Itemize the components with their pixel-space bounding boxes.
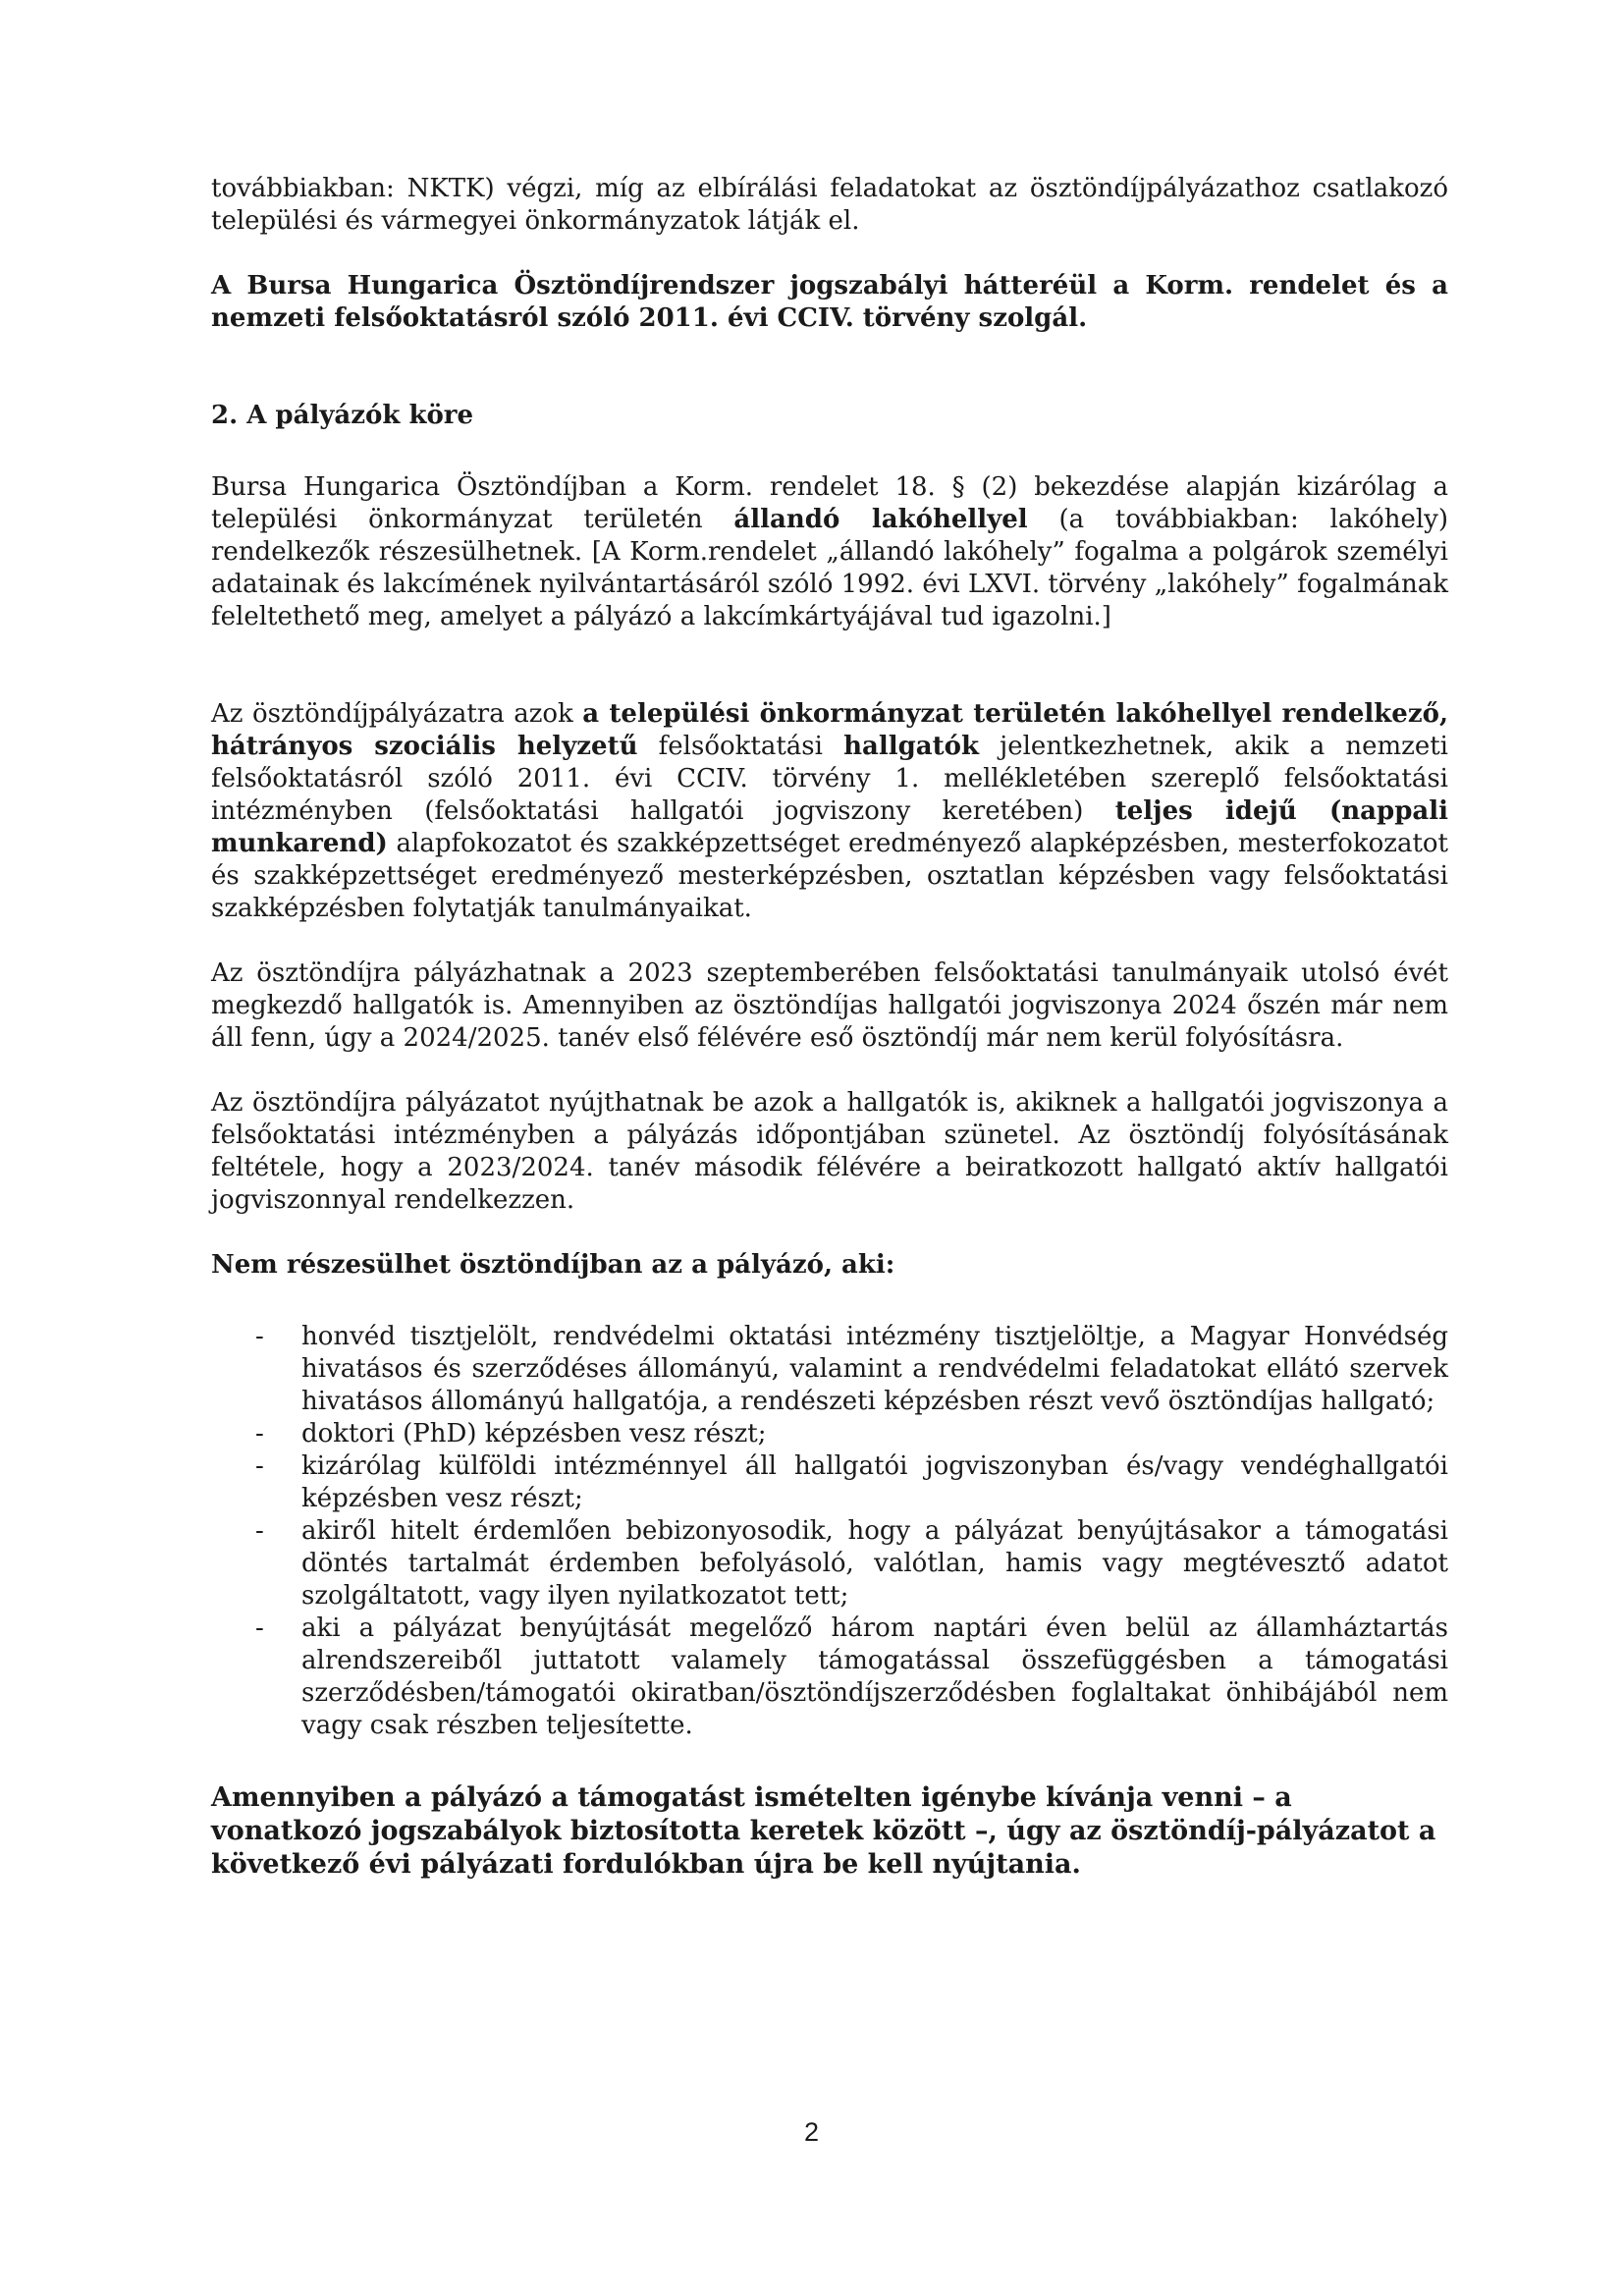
- document-page: [211, 173, 1448, 1882]
- exclusion-list: [211, 1321, 1448, 1742]
- exclusion-heading: Nem részesülhet ösztöndíjban az a pályázó, aki:: [211, 1250, 895, 1280]
- list-item-text: kizárólag külföldi intézménnyel áll hallgatói jogviszonyban és/vagy vendéghallgatói képzésben vesz részt;: [301, 1451, 1448, 1513]
- intro-paragraph: továbbiakban: NKTK) végzi, míg az elbírálási feladatokat az ösztöndíjpályázathoz csatlakozó települési és vármegyei önkormányzatok látják el.: [211, 174, 1448, 236]
- text-run: felsőoktatási: [637, 732, 844, 761]
- text-run: Az ösztöndíjpályázatra azok: [211, 699, 583, 729]
- list-dash: -: [255, 1322, 264, 1351]
- text-run: (a továbbiakban: lakóhely) rendelkezők részesülhetnek. [A Korm.rendelet „állandó lakóhely” fogalma a polgárok személyi adatainak és lakcímének nyilvántartásáról szóló 1992. évi LXVI. törvény „lakóhely” fogalmának feleltethető meg, amelyet a pályázó a lakcímkártyájával tud igazolni.]: [211, 505, 1449, 631]
- list-item: [211, 1450, 1448, 1515]
- legal-basis-paragraph: A Bursa Hungarica Ösztöndíjrendszer jogszabályi hátteréül a Korm. rendelet és a nemzeti felsőoktatásról szóló 2011. évi CCIV. törvény szolgál.: [211, 271, 1448, 333]
- applicants-paragraph: [211, 698, 1448, 925]
- page-number: 2: [803, 2117, 820, 2147]
- list-item-text: doktori (PhD) képzésben vesz részt;: [301, 1419, 767, 1449]
- list-dash: -: [255, 1516, 264, 1546]
- final-year-paragraph: Az ösztöndíjra pályázhatnak a 2023 szeptemberében felsőoktatási tanulmányaik utolsó évét megkezdő hallgatók is. Amennyiben az ösztöndíjas hallgatói jogviszonya 2024 őszén már nem áll fenn, úgy a 2024/2025. tanév első félévére eső ösztöndíj már nem kerül folyósításra.: [211, 958, 1448, 1053]
- list-dash: -: [255, 1613, 264, 1643]
- list-dash: -: [255, 1451, 264, 1481]
- reapply-notice: Amennyiben a pályázó a támogatást ismételten igénybe kívánja venni – a vonatkozó jogszabályok biztosította keretek között –, úgy az ösztöndíj-pályázatot a következő évi pályázati fordulókban újra be kell nyújtania.: [211, 1782, 1436, 1880]
- list-item-text: honvéd tisztjelölt, rendvédelmi oktatási intézmény tisztjelöltje, a Magyar Honvédség hivatásos és szerződéses állományú, valamint a rendvédelmi feladatokat ellátó szervek hivatásos állományú hallgatója, a rendészeti képzésben részt vevő ösztöndíjas hallgató;: [301, 1322, 1448, 1416]
- text-run-bold: a települési önkormányzat területén lakóhellyel rendelkező, hátrányos szociális helyzetű: [211, 699, 1449, 761]
- suspended-status-paragraph: Az ösztöndíjra pályázatot nyújthatnak be azok a hallgatók is, akiknek a hallgatói jogviszonya a felsőoktatási intézményben a pályázás időpontjában szünetel. Az ösztöndíj folyósításának feltétele, hogy a 2023/2024. tanév második félévére a beiratkozott hallgató aktív hallgatói jogviszonnyal rendelkezzen.: [211, 1088, 1448, 1215]
- text-run-bold: teljes idejű (nappali munkarend): [211, 796, 1448, 858]
- text-run: alapfokozatot és szakképzettséget eredményező alapképzésben, mesterfokozatot és szakképzettséget eredményező mesterképzésben, osztatlan képzésben vagy felsőoktatási szakképzésben folytatják tanulmányaikat.: [211, 829, 1448, 923]
- section-heading: 2. A pályázók köre: [211, 401, 474, 430]
- eligibility-paragraph: [211, 471, 1448, 633]
- text-run: Bursa Hungarica Ösztöndíjban a Korm. rendelet 18. § (2) bekezdése alapján kizárólag a települési önkormányzat területén: [211, 472, 1448, 534]
- list-item: [211, 1418, 1448, 1450]
- list-item: [211, 1613, 1448, 1742]
- list-item: [211, 1515, 1448, 1613]
- list-item: [211, 1321, 1448, 1418]
- text-run: jelentkezhetnek, akik a nemzeti felsőoktatásról szóló 2011. évi CCIV. törvény 1. mellékletében szereplő felsőoktatási intézményben (felsőoktatási hallgatói jogviszony keretében): [211, 732, 1448, 826]
- text-run-bold: állandó lakóhellyel: [733, 505, 1028, 534]
- text-run-bold: hallgatók: [843, 732, 980, 761]
- list-dash: -: [255, 1419, 264, 1449]
- list-item-text: akiről hitelt érdemlően bebizonyosodik, hogy a pályázat benyújtásakor a támogatási döntés tartalmát érdemben befolyásoló, valótlan, hamis vagy megtévesztő adatot szolgáltatott, vagy ilyen nyilatkozatot tett;: [301, 1516, 1448, 1611]
- list-item-text: aki a pályázat benyújtását megelőző három naptári éven belül az államháztartás alrendszereiből juttatott valamely támogatással összefüggésben a támogatási szerződésben/támogatói okiratban/ösztöndíjszerződésben foglaltakat önhibájából nem vagy csak részben teljesítette.: [301, 1613, 1448, 1740]
